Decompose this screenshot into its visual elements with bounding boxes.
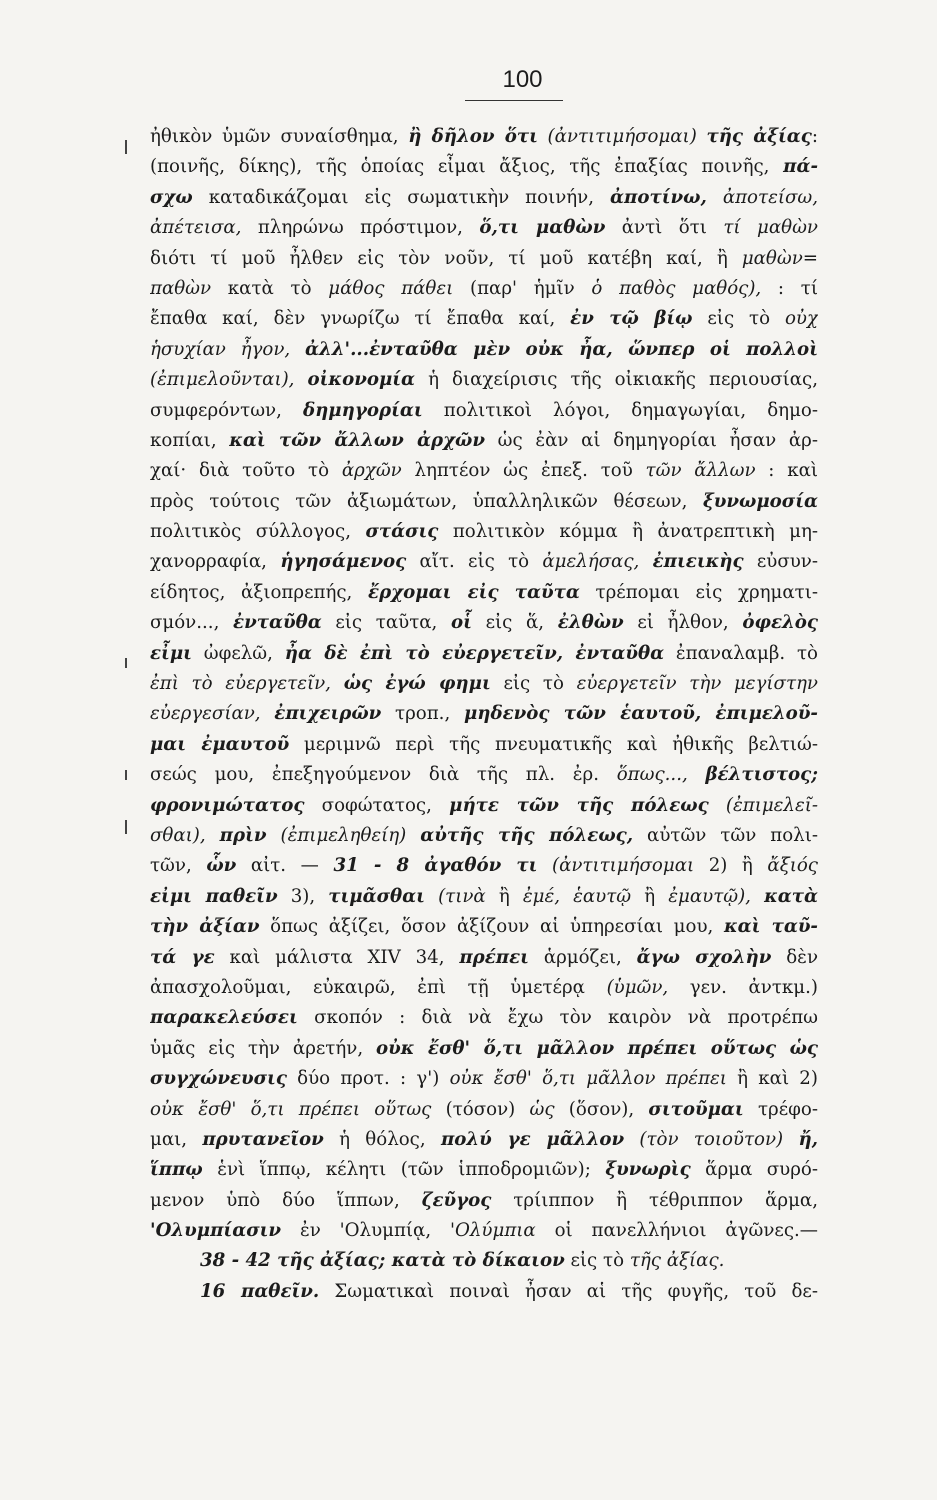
text-line <box>150 821 818 851</box>
lemma-run: ἄγω σχολὴν <box>636 946 772 968</box>
text-line <box>150 1064 818 1094</box>
text-run: 2) ἢ <box>694 855 768 877</box>
lemma-run: τιμᾶσθαι <box>328 885 425 907</box>
lemma-run: ἡσυχίαν ἦγον, <box>150 338 291 360</box>
text-run: σεώς μου, ἐπεξηγούμενον διὰ τῆς πλ. ἐρ. <box>150 764 617 786</box>
lemma-run: σιτοῦμαι <box>648 1098 744 1120</box>
lemma-run: (ἐπιμελεῖ- <box>708 794 818 816</box>
text-run: σκοπόν : διὰ νὰ ἔχω τὸν καιρὸν νὰ προτρέπω <box>297 1007 818 1029</box>
text-run: ἔπαθα καί, δὲν γνωρίζω τί ἔπαθα καί, <box>150 308 571 330</box>
text-line <box>150 1003 818 1033</box>
lemma-run: δημηγορίαι <box>302 399 423 421</box>
lemma-run: οὐχ <box>784 308 818 330</box>
text-line <box>150 335 818 365</box>
text-run: ἅρμα συρό- <box>690 1159 818 1181</box>
lemma-run: (τινὰ <box>424 885 499 907</box>
text-run: (ποινῆς, δίκης), τῆς ὁποίας εἶμαι ἄξιος, τῆς ἐπαξίας ποινῆς, <box>150 156 784 178</box>
lemma-run: τὴν ἀξίαν <box>150 916 260 938</box>
text-run: είδητος, ἀξιοπρεπής, <box>150 581 369 603</box>
text-run: σοφώτατος, <box>304 794 450 816</box>
lemma-run: παρακελεύσει <box>150 1007 298 1029</box>
text-run: κατὰ τὸ <box>211 277 329 299</box>
lemma-run: ἢ δῆλον ὅτι <box>408 126 538 147</box>
lemma-run: οὐκ ἔσθ' ὅ,τι μᾶλλον πρέπει <box>449 1068 727 1090</box>
lemma-run: εὐεργεσίαν, <box>150 703 261 725</box>
lemma-run: ξυνωρὶς <box>605 1159 691 1181</box>
lemma-run: ἐπιχειρῶν <box>274 703 382 725</box>
text-line <box>150 365 818 395</box>
text-run: χανορραφία, <box>150 551 281 573</box>
text-line <box>150 639 818 669</box>
lemma-run: ἡγησάμενος <box>280 551 407 573</box>
text-run: ἁρμόζει, <box>528 946 637 968</box>
text-run: ἢ <box>631 885 669 907</box>
lemma-run: πρυτανεῖον <box>202 1128 324 1150</box>
lemma-run: (ἀντιτιμήσομαι <box>537 855 695 877</box>
lemma-run: ὅ,τι μαθὼν <box>479 217 606 239</box>
text-line <box>150 1155 818 1185</box>
text-run: πολιτικὸς σύλλογος, <box>150 521 366 543</box>
lemma-run: πρὶν <box>219 824 267 846</box>
lemma-run: καὶ ταῦ- <box>723 916 818 938</box>
lemma-run: εὐεργετεῖν τὴν μεγίστην <box>576 673 818 695</box>
text-run: διότι τί μοῦ ἦλθεν εἰς τὸν νοῦν, τί μοῦ κατέβη καί, ἢ <box>150 247 742 269</box>
text-run: εὐσυν- <box>743 551 818 573</box>
text-line <box>150 669 818 699</box>
text-run: εἰς ἅ, <box>471 612 558 634</box>
text-line <box>150 517 818 547</box>
text-line <box>150 396 818 426</box>
text-run <box>261 703 275 724</box>
text-run: αὐτῶν τῶν πολι- <box>633 824 818 846</box>
text-run: (παρ' ἡμῖν <box>453 277 592 299</box>
lemma-run: εἰμι παθεῖν <box>150 885 278 907</box>
lemma-run: πά- <box>783 156 818 178</box>
text-run: ἑνὶ ἵππῳ, κέλητι (τῶν ἱπποδρομιῶν); <box>202 1159 606 1181</box>
lemma-run: τά γε <box>150 946 215 968</box>
text-line <box>150 851 818 881</box>
page-number: 100 <box>502 66 543 93</box>
lemma-run: ἐπιεικὴς <box>652 551 744 573</box>
text-line <box>150 912 818 942</box>
lemma-run: πρέπει <box>459 946 529 968</box>
lemma-run: μήτε τῶν τῆς πόλεως <box>449 794 709 816</box>
text-run <box>290 339 305 360</box>
lemma-run: ὧν <box>206 855 237 877</box>
lemma-run: παθὼν <box>150 277 212 299</box>
text-run: ὠφελῶ, <box>191 642 285 664</box>
lemma-run: ἀποτίνω, <box>610 186 707 208</box>
text-line <box>150 608 818 638</box>
lemma-run: βέλτιστος; <box>705 764 818 786</box>
text-run: μαι, <box>150 1128 203 1150</box>
lemma-run: (ἐπιμελοῦνται), <box>150 369 295 391</box>
text-line <box>150 1277 818 1307</box>
lemma-run: τῆς ἀξίας <box>706 126 812 147</box>
lemma-run: οὐκ ἔσθ' ὅ,τι μᾶλλον πρέπει οὕτως ὡς <box>376 1037 818 1059</box>
margin-mark <box>125 770 127 780</box>
lemma-run: καὶ τῶν ἄλλων ἀρχῶν <box>229 429 485 451</box>
page-number-rule <box>465 100 563 101</box>
lemma-run: οἷ <box>451 612 472 634</box>
text-run: ἐν 'Ολυμπίᾳ, <box>281 1220 450 1242</box>
text-run: τῶν, <box>150 855 207 877</box>
lemma-run: φρονιμώτατος <box>150 794 305 816</box>
text-run <box>688 764 706 785</box>
lemma-run: οἰκονομία <box>307 369 416 391</box>
text-run <box>206 825 220 846</box>
lemma-run: μαι ἐμαυτοῦ <box>150 733 290 755</box>
lemma-run: (τὸν τοιοῦτον) <box>624 1128 799 1150</box>
text-run: τροπ., <box>381 703 464 725</box>
text-line <box>150 547 818 577</box>
text-line <box>150 1034 818 1064</box>
text-run <box>294 369 307 390</box>
lemma-run: ὁ παθὸς μαθός), <box>591 277 762 299</box>
text-line <box>150 213 818 243</box>
lemma-run: ἐπὶ τὸ εὐεργετεῖν, <box>150 673 331 695</box>
lemma-run: μαθὼν= <box>741 247 818 269</box>
text-run: ὡς ἐὰν αἱ δημηγορίαι ἦσαν ἀρ- <box>485 429 818 451</box>
lemma-run: ἐμέ, ἑαυτῷ <box>522 885 632 907</box>
text-run: εἰς τὸ <box>490 673 577 695</box>
text-run: εἰς τὸ <box>692 308 785 330</box>
lemma-run: ἀμελήσας, <box>542 551 640 573</box>
text-line <box>150 487 818 517</box>
lemma-run: ἦα δὲ ἐπὶ τὸ εὐεργετεῖν, ἐνταῦθα <box>284 642 665 664</box>
text-run <box>639 551 652 572</box>
lemma-run: μηδενὸς τῶν ἑαυτοῦ, ἐπιμελοῦ- <box>463 703 818 725</box>
text-run: ληπτέον ὡς ἐπεξ. τοῦ <box>401 460 646 482</box>
margin-mark <box>125 658 127 668</box>
text-run: ἐπαναλαμβ. τὸ <box>664 642 818 664</box>
text-run: ὅπως ἀξίζει, ὅσον ἀξίζουν αἱ ὑπηρεσίαι μου, <box>259 916 724 938</box>
lemma-run: συγχώνευσις <box>150 1068 287 1090</box>
text-run: σμόν..., <box>150 612 234 634</box>
text-run: : τί <box>761 277 818 299</box>
text-run: : καὶ <box>755 460 818 482</box>
text-line <box>150 183 818 213</box>
text-run: γεν. ἀντκμ.) <box>668 976 818 998</box>
lemma-run: ἔρχομαι εἰς ταῦτα <box>368 581 580 603</box>
lemma-run: ἐμαυτῷ), <box>668 885 751 907</box>
text-run: ἢ <box>498 885 523 907</box>
text-run: ἡ διαχείρισις τῆς οἰκιακῆς περιουσίας, <box>415 369 818 391</box>
text-run: ἠθικὸν ὑμῶν συναίσθημα, <box>150 126 409 147</box>
text-run: αἰτ. — <box>236 855 334 877</box>
lemma-run: ἐν τῷ βίῳ <box>570 308 693 330</box>
lemma-run: 'Ολύμπια <box>450 1220 536 1242</box>
text-run: 3), <box>277 885 329 907</box>
lemma-run: ὀφελὸς <box>742 612 818 634</box>
lemma-run: στάσις <box>365 521 439 543</box>
margin-mark <box>125 820 127 834</box>
text-run <box>751 886 764 907</box>
text-run: ἡ θόλος, <box>323 1128 441 1150</box>
lemma-run: ἀποτείσω, <box>706 186 818 208</box>
text-run: τρίιππον ἢ τέθριππον ἅρμα, <box>491 1189 818 1211</box>
text-line <box>150 760 818 790</box>
lemma-run: (ὑμῶν, <box>606 976 669 998</box>
text-run: Σωματικαὶ ποιναὶ ἦσαν αἱ τῆς φυγῆς, τοῦ δε- <box>319 1280 818 1302</box>
lemma-run: ἀρχῶν <box>341 460 402 482</box>
text-run: τρέπομαι εἰς χρηματι- <box>579 581 818 603</box>
lemma-run: οὐκ ἔσθ' ὅ,τι πρέπει οὕτως <box>150 1098 432 1120</box>
text-line <box>150 244 818 274</box>
text-run: πολιτικοὶ λόγοι, δημαγωγίαι, δημο- <box>422 399 818 421</box>
text-run: εἰς ταῦτα, <box>321 612 451 634</box>
lemma-run: μάθος πάθει <box>328 277 454 299</box>
lemma-run: ξυνωμοσία <box>703 490 818 512</box>
text-run: μενον ὑπὸ δύο ἵππων, <box>150 1189 422 1211</box>
text-run: πολιτικὸν κόμμα ἢ ἀνατρεπτικὴ μη- <box>438 521 818 543</box>
text-line <box>150 426 818 456</box>
text-line <box>150 1246 818 1276</box>
lemma-run: αὐτῆς τῆς πόλεως, <box>420 824 634 846</box>
text-run: κοπίαι, <box>150 429 230 451</box>
text-run: καὶ μάλιστα XIV 34, <box>214 946 460 968</box>
text-run: ἢ καὶ 2) <box>726 1068 818 1090</box>
text-line <box>150 791 818 821</box>
text-run: τρέφο- <box>743 1098 818 1120</box>
text-run: αἴτ. εἰς τὸ <box>406 551 543 573</box>
lemma-run: 'Ολυμπίασιν <box>150 1220 282 1242</box>
text-run: καταδικάζομαι εἰς σωματικὴν ποινήν, <box>192 186 611 208</box>
text-run: (τόσον) <box>431 1098 530 1120</box>
lemma-run: ἐλθὼν <box>557 612 624 634</box>
lemma-run: τῆς ἀξίας. <box>629 1250 725 1272</box>
text-line <box>150 1125 818 1155</box>
text-line <box>150 122 818 152</box>
lemma-run: ὡς ἐγώ φημι <box>343 673 491 695</box>
text-line <box>150 882 818 912</box>
commentary-text-block <box>150 122 818 1307</box>
text-run <box>331 673 344 694</box>
lemma-run: 16 παθεῖν. <box>200 1280 320 1302</box>
text-run: χαί· διὰ τοῦτο τὸ <box>150 460 342 482</box>
text-line <box>150 304 818 334</box>
text-run: συμφερόντων, <box>150 399 303 421</box>
lemma-run: ἤ, <box>798 1128 818 1150</box>
text-line <box>150 973 818 1003</box>
margin-mark <box>125 140 127 154</box>
text-line <box>150 943 818 973</box>
text-line <box>150 1216 818 1246</box>
text-run: μεριμνῶ περὶ τῆς πνευματικῆς καὶ ἠθικῆς βελτιώ- <box>289 733 818 755</box>
lemma-run: 31 - 8 ἀγαθόν τι <box>333 855 538 877</box>
lemma-run: ἀπέτεισα, <box>150 217 242 239</box>
lemma-run: ὡς <box>529 1098 555 1120</box>
text-run: πρὸς τούτοις τῶν ἀξιωμάτων, ὑπαλληλικῶν θέσεων, <box>150 490 704 512</box>
text-line <box>150 152 818 182</box>
text-run: πληρώνω πρόστιμον, <box>241 217 480 239</box>
lemma-run: (ἀντιτιμήσομαι) <box>537 126 707 147</box>
text-run: δύο προτ. : γ') <box>286 1068 450 1090</box>
lemma-run: τῶν ἄλλων <box>645 460 756 482</box>
text-line <box>150 1095 818 1125</box>
lemma-run: κατὰ <box>764 885 818 907</box>
lemma-run: ἄξιός <box>767 855 818 877</box>
text-line <box>150 1186 818 1216</box>
text-run: εἰς τὸ <box>564 1250 630 1272</box>
lemma-run: 38 - 42 τῆς ἀξίας; κατὰ τὸ δίκαιον <box>200 1250 565 1272</box>
text-line <box>150 730 818 760</box>
lemma-run: ἐνταῦθα <box>233 612 322 634</box>
text-line <box>150 578 818 608</box>
lemma-run: (ἐπιμεληθείη) <box>266 824 421 846</box>
lemma-run: σχω <box>150 186 193 208</box>
lemma-run: ἀλλ'...ἐνταῦθα μὲν οὐκ ἦα, ὥνπερ οἱ πολλοὶ <box>305 338 818 360</box>
lemma-run: ὅπως..., <box>616 764 688 786</box>
lemma-run: ζεῦγος <box>421 1189 492 1211</box>
lemma-run: ἵππῳ <box>150 1159 203 1181</box>
text-run: ἀπασχολοῦμαι, εὐκαιρῶ, ἐπὶ τῇ ὑμετέρᾳ <box>150 976 607 998</box>
lemma-run: εἶμι <box>150 642 192 664</box>
text-run: (ὅσον), <box>554 1098 649 1120</box>
text-run: εἰ ἦλθον, <box>623 612 743 634</box>
lemma-run: σθαι), <box>150 824 206 846</box>
text-run: ἀντὶ ὅτι <box>605 217 724 239</box>
text-run: : <box>811 126 818 147</box>
text-line <box>150 274 818 304</box>
text-line <box>150 699 818 729</box>
lemma-run: τί μαθὼν <box>723 217 818 239</box>
text-run: ὑμᾶς εἰς τὴν ἀρετήν, <box>150 1037 377 1059</box>
text-run: οἱ πανελλήνιοι ἀγῶνες.— <box>535 1220 818 1242</box>
lemma-run: πολύ γε μᾶλλον <box>440 1128 625 1150</box>
text-run: δὲν <box>771 946 818 968</box>
text-line <box>150 456 818 486</box>
